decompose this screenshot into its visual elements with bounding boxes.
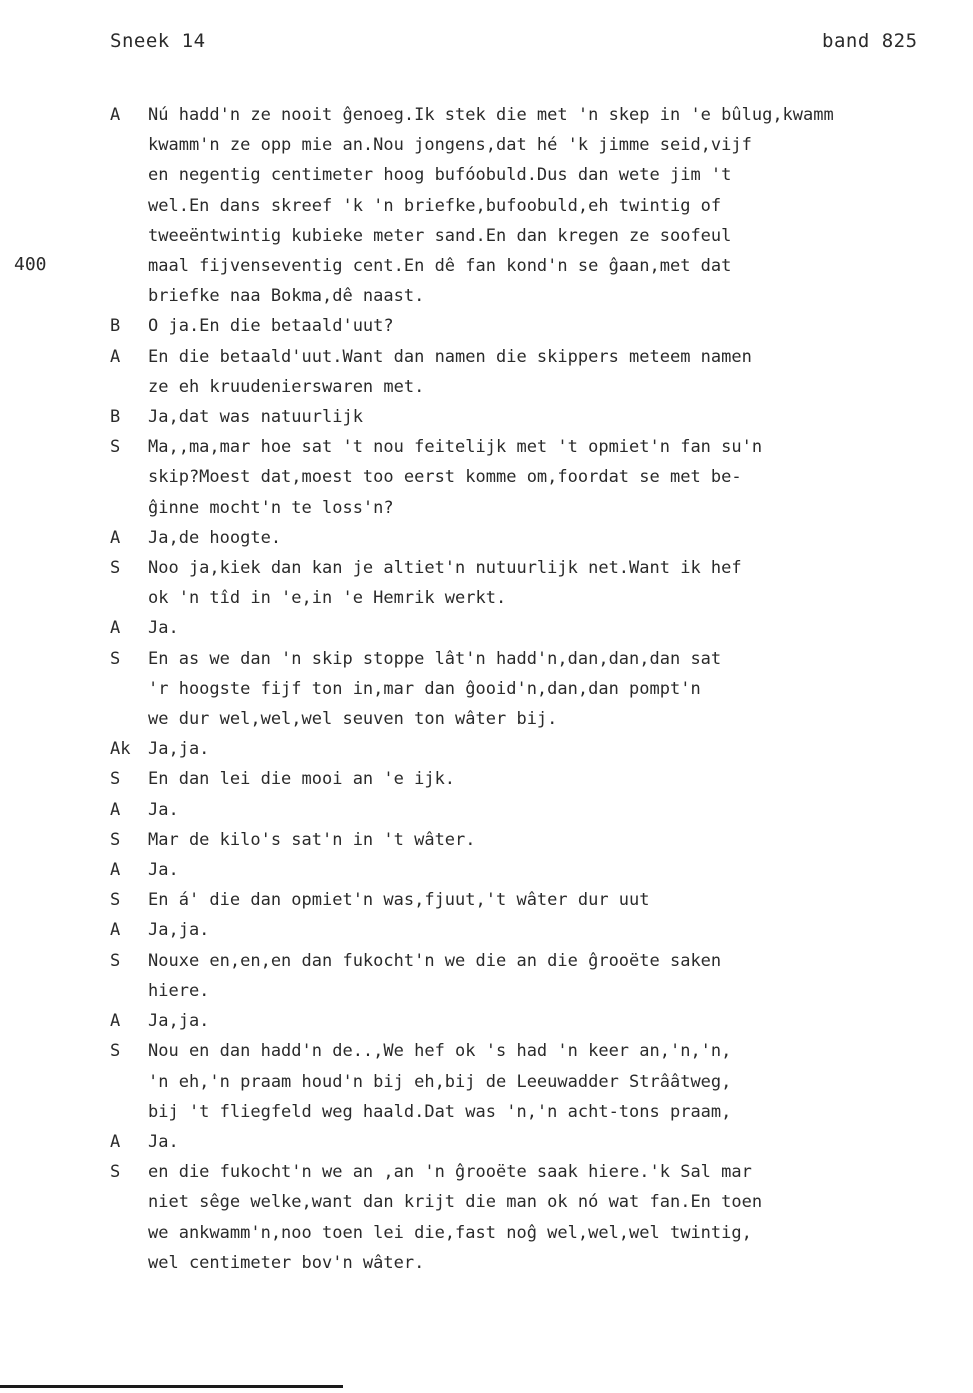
speaker-label [110, 674, 148, 704]
transcript-line [110, 251, 970, 281]
transcript-line [110, 1218, 970, 1248]
transcript-line [110, 855, 970, 885]
header-tape-number: band 825 [822, 30, 918, 52]
line-text: En dan lei die mooi an 'e ijk. [148, 769, 456, 790]
margin-line-number: 400 [14, 254, 47, 275]
speaker-label: S [110, 558, 121, 579]
transcript-line [110, 704, 970, 734]
speaker-label [110, 251, 148, 281]
transcript-line [110, 100, 970, 130]
speaker-label [110, 1218, 148, 1248]
footer-rule [0, 1385, 343, 1388]
line-text: hiere. [148, 980, 210, 1001]
line-text: ĝinne mocht'n te loss'n? [148, 497, 394, 518]
speaker-label [110, 191, 148, 221]
transcript-line [110, 432, 970, 462]
speaker-label: S [110, 1041, 121, 1062]
speaker-label: A [110, 860, 121, 881]
line-text: Ma,,ma,mar hoe sat 't nou feitelijk met 't opmiet'n fan su'n [148, 437, 763, 458]
transcript-line [110, 281, 970, 311]
speaker-label [110, 130, 148, 160]
line-text: 'r hoogste fijf ton in,mar dan ĝooid'n,dan,dan pompt'n [148, 678, 701, 699]
line-text: kwamm'n ze opp mie an.Nou jongens,dat hé 'k jimme seid,vijf [148, 135, 752, 156]
line-text: O ja.En die betaald'uut? [148, 316, 394, 337]
transcript-line [110, 764, 970, 794]
line-text: Ja,de hoogte. [148, 527, 282, 548]
speaker-label: A [110, 618, 121, 639]
speaker-label: S [110, 1162, 121, 1183]
transcript-line [110, 644, 970, 674]
speaker-label [110, 493, 148, 523]
transcript-line [110, 1248, 970, 1278]
line-text: Ja. [148, 618, 179, 639]
transcript-line [110, 1067, 970, 1097]
line-text: Ja,ja. [148, 739, 210, 760]
speaker-label [110, 281, 148, 311]
transcript-line [110, 191, 970, 221]
transcript-line [110, 976, 970, 1006]
line-text: Nouxe en,en,en dan fukocht'n we die an die ĝrooëte saken [148, 950, 722, 971]
transcript-line [110, 402, 970, 432]
line-text: skip?Moest dat,moest too eerst komme om,foordat se met be- [148, 467, 742, 488]
transcript-line [110, 1097, 970, 1127]
line-text: tweeëntwintig kubieke meter sand.En dan kregen ze soofeul [148, 225, 732, 246]
transcript-line [110, 1187, 970, 1217]
line-text: Ja. [148, 1131, 179, 1152]
speaker-label: B [110, 316, 121, 337]
speaker-label: S [110, 829, 121, 850]
speaker-label: A [110, 1131, 121, 1152]
transcript-line [110, 915, 970, 945]
speaker-label [110, 160, 148, 190]
speaker-label: S [110, 648, 121, 669]
line-text: En á' die dan opmiet'n was,fjuut,'t wâter dur uut [148, 890, 650, 911]
line-text: Ja. [148, 799, 179, 820]
line-text: Nú hadd'n ze nooit ĝenoeg.Ik stek die met 'n skep in 'e bûlug,kwamm [148, 105, 834, 125]
speaker-label: A [110, 1011, 121, 1032]
speaker-label [110, 1187, 148, 1217]
speaker-label [110, 1248, 148, 1278]
line-text: Ja,ja. [148, 1011, 210, 1032]
speaker-label: B [110, 407, 121, 428]
speaker-label [110, 462, 148, 492]
transcript-line [110, 1157, 970, 1187]
speaker-label: S [110, 437, 121, 458]
transcript-line [110, 1127, 970, 1157]
transcript-line [110, 583, 970, 613]
transcript-line [110, 311, 970, 341]
line-text: en die fukocht'n we an ,an 'n ĝrooëte saak hiere.'k Sal mar [148, 1162, 752, 1183]
transcript-line [110, 946, 970, 976]
transcript-line [110, 734, 970, 764]
line-text: Ja. [148, 860, 179, 881]
line-text: En die betaald'uut.Want dan namen die skippers meteem namen [148, 346, 752, 367]
line-text: Nou en dan hadd'n de..,We hef ok 's had 'n keer an,'n,'n, [148, 1041, 732, 1062]
transcript-line [110, 674, 970, 704]
line-text: wel centimeter bov'n wâter. [148, 1252, 425, 1273]
line-text: we ankwamm'n,noo toen lei die,fast noĝ wel,wel,wel twintig, [148, 1222, 752, 1243]
transcript-line [110, 523, 970, 553]
speaker-label [110, 372, 148, 402]
line-text: maal fijvenseventig cent.En dê fan kond'n se ĝaan,met dat [148, 256, 732, 277]
line-text: En as we dan 'n skip stoppe lât'n hadd'n,dan,dan,dan sat [148, 648, 722, 669]
transcript-line [110, 221, 970, 251]
line-text: ze eh kruudenierswaren met. [148, 376, 425, 397]
line-text: we dur wel,wel,wel seuven ton wâter bij. [148, 709, 558, 730]
transcript-line [110, 342, 970, 372]
speaker-label: S [110, 769, 121, 790]
speaker-label [110, 976, 148, 1006]
transcript-line [110, 613, 970, 643]
transcript-line [110, 553, 970, 583]
transcript-line [110, 795, 970, 825]
speaker-label: A [110, 105, 121, 125]
transcript-line [110, 885, 970, 915]
line-text: Noo ja,kiek dan kan je altiet'n nutuurlijk net.Want ik hef [148, 558, 742, 579]
line-text: niet sêge welke,want dan krijt die man ok nó wat fan.En toen [148, 1192, 763, 1213]
speaker-label [110, 583, 148, 613]
line-text: en negentig centimeter hoog bufóobuld.Dus dan wete jim 't [148, 165, 732, 186]
transcript-line [110, 160, 970, 190]
line-text: wel.En dans skreef 'k 'n briefke,bufoobuld,eh twintig of [148, 195, 722, 216]
transcript-body [110, 100, 970, 1278]
line-text: 'n eh,'n praam houd'n bij eh,bij de Leeuwadder Strââtweg, [148, 1071, 732, 1092]
speaker-label [110, 1097, 148, 1127]
line-text: Ja,ja. [148, 920, 210, 941]
transcript-line [110, 1006, 970, 1036]
line-text: Ja,dat was natuurlijk [148, 407, 363, 428]
speaker-label: A [110, 527, 121, 548]
line-text: Mar de kilo's sat'n in 't wâter. [148, 829, 476, 850]
transcript-line [110, 825, 970, 855]
speaker-label: A [110, 920, 121, 941]
transcript-line [110, 493, 970, 523]
speaker-label: A [110, 799, 121, 820]
speaker-label [110, 1067, 148, 1097]
transcript-line [110, 462, 970, 492]
speaker-label: Ak [110, 739, 131, 760]
speaker-label: S [110, 890, 121, 911]
transcript-line [110, 372, 970, 402]
speaker-label [110, 704, 148, 734]
transcript-line [110, 1036, 970, 1066]
header-location: Sneek 14 [110, 30, 206, 52]
speaker-label [110, 221, 148, 251]
speaker-label: S [110, 950, 121, 971]
transcript-line [110, 130, 970, 160]
line-text: ok 'n tîd in 'e,in 'e Hemrik werkt. [148, 588, 507, 609]
line-text: briefke naa Bokma,dê naast. [148, 286, 425, 307]
speaker-label: A [110, 346, 121, 367]
line-text: bij 't fliegfeld weg haald.Dat was 'n,'n acht-tons praam, [148, 1101, 732, 1122]
